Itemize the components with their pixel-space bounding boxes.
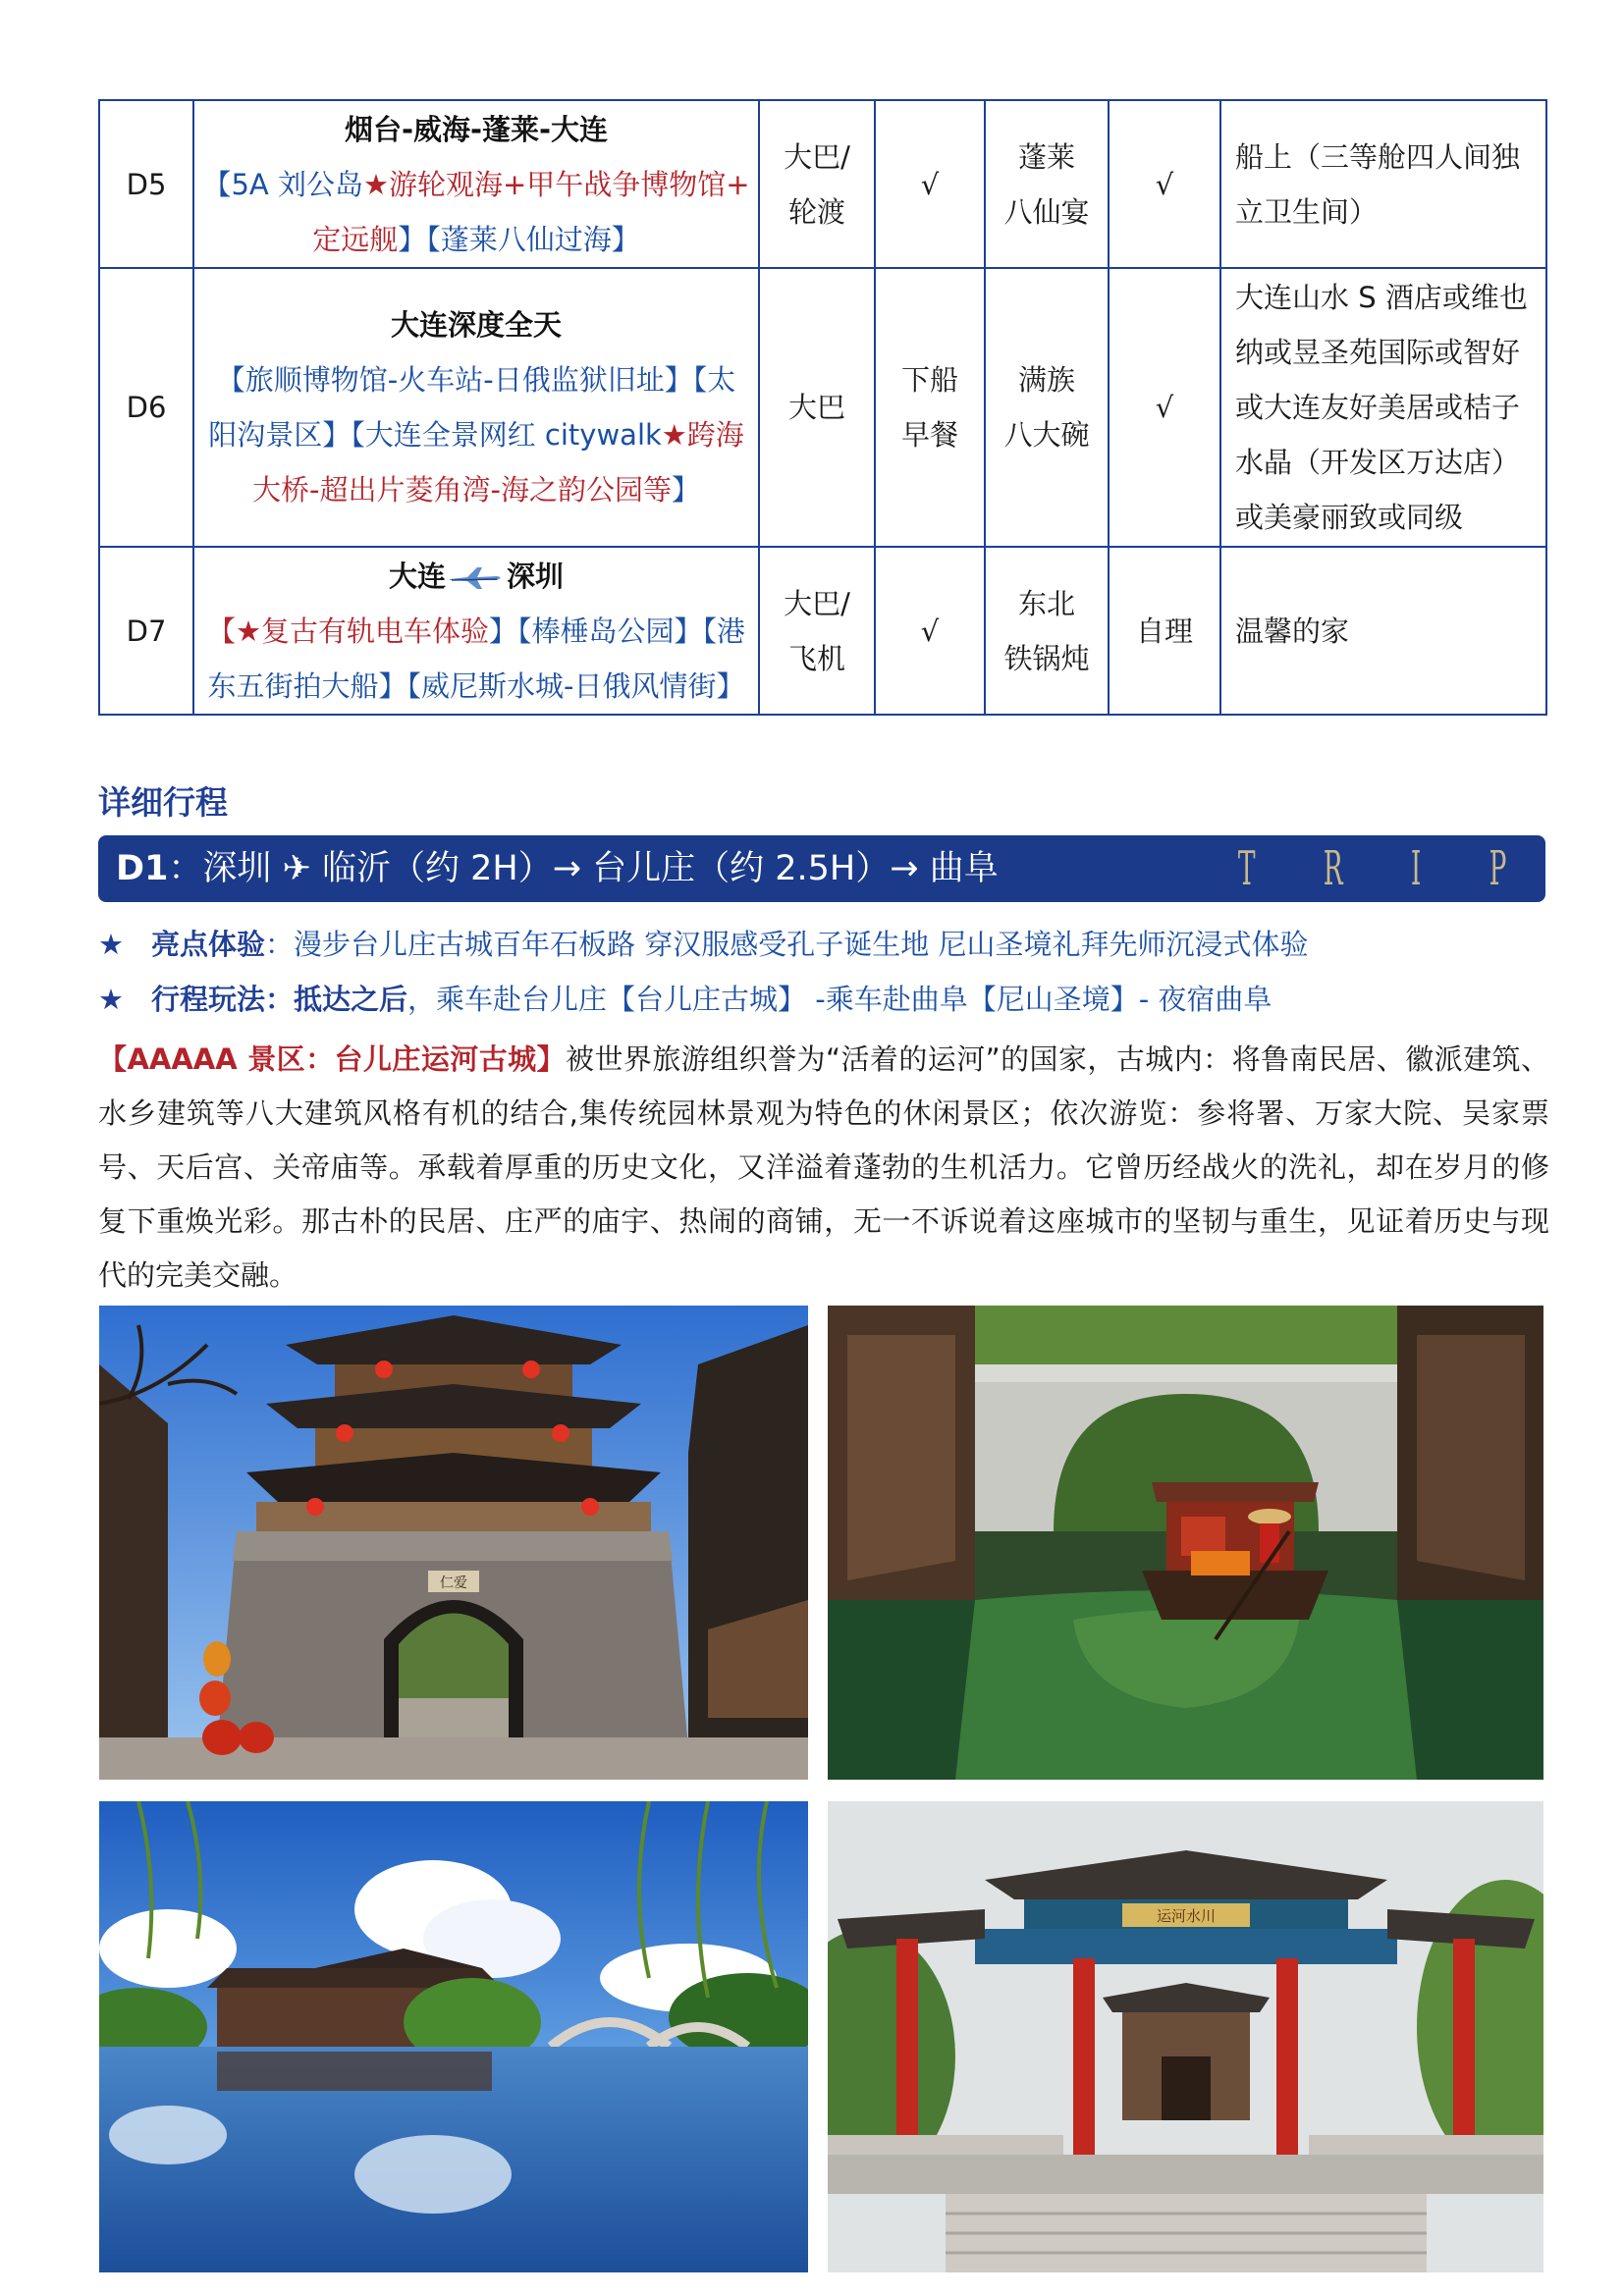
trip-letter: T <box>1237 841 1256 896</box>
route-part: 大桥-超出片菱角湾-海之韵公园等 <box>252 473 672 507</box>
attraction-body: 被世界旅游组织誉为“活着的运河”的国家，古城内：将鲁南民居、徽派建筑、水乡建筑等八大建筑风格有机的结合,集传统园林景观为特色的休闲景区；依次游览：参将署、万家大院、吴家票号、天后宫、关帝庙等。承载着厚重的历史文化，又洋溢着蓬勃的生机活力。它曾历经战火的洗礼，却在岁月的修复下重焕光彩。那古朴的民居、庄严的庙宇、热闹的商铺，无一不诉说着这座城市的坚韧与重生，见证着历史与现代的完美交融。 <box>98 1042 1549 1292</box>
day-route: ：深圳 ✈ 临沂（约 2H）→ 台儿庄（约 2.5H）→ 曲阜 <box>168 849 999 888</box>
breakfast-cell: √ <box>875 100 985 268</box>
itinerary-table <box>98 99 1547 716</box>
lunch-line: 八仙宴 <box>1003 194 1090 229</box>
transport-line: 轮渡 <box>787 194 845 229</box>
transport-line: 大巴/ <box>784 139 850 174</box>
route-title: 大连深度全天 <box>390 308 562 342</box>
route-part: 定远舰 <box>312 222 399 256</box>
tower-plaque-text: 仁爱 <box>440 1575 467 1591</box>
hotel-cell <box>1220 268 1546 547</box>
day-label: D1 <box>116 849 169 888</box>
trip-letter: P <box>1489 841 1506 896</box>
trip-letter: I <box>1410 841 1421 896</box>
hotel-line: 大连山水 S 酒店或维也 <box>1235 281 1528 314</box>
highlight-label: 行程玩法：抵达之后 <box>151 983 408 1016</box>
route-part: 【旅顺博物馆-火车站-日俄监狱旧址】【太 <box>216 363 736 397</box>
breakfast-cell: √ <box>875 547 985 715</box>
gate-plaque-text: 运河水川 <box>1156 1907 1217 1925</box>
day-cell: D6 <box>99 268 193 547</box>
day-cell: D5 <box>99 100 193 268</box>
hotel-line: 或美豪丽致或同级 <box>1235 501 1464 534</box>
section-title: 详细行程 <box>98 783 228 822</box>
highlight-text: ，乘车赴台儿庄【台儿庄古城】 -乘车赴曲阜【尼山圣境】- 夜宿曲阜 <box>407 983 1272 1016</box>
hotel-line: 水晶（开发区万达店） <box>1235 446 1521 479</box>
photo-lake-reflection <box>99 1801 808 2272</box>
table-row <box>99 547 1546 715</box>
star-icon: ★ <box>98 928 124 961</box>
breakfast-line: 下船 <box>900 363 958 397</box>
route-part: 】【棒棰岛公园】【港 <box>489 614 746 648</box>
plane-icon <box>448 565 505 591</box>
table-row <box>99 268 1546 547</box>
photo-tower-gate <box>99 1306 808 1780</box>
lunch-line: 蓬莱 <box>1017 139 1075 174</box>
hotel-line: 船上（三等舱四人间独 <box>1235 139 1521 174</box>
lunch-line: 铁锅炖 <box>1003 641 1090 675</box>
transport-line: 大巴/ <box>784 586 850 620</box>
dinner-cell: √ <box>1109 100 1220 268</box>
route-part: 东五街拍大船】【威尼斯水城-日俄风情街】 <box>207 668 745 703</box>
transport-cell <box>759 547 875 715</box>
route-part: ★游轮观海+甲午战争博物馆+ <box>362 167 750 201</box>
route-title-to: 深圳 <box>507 559 565 593</box>
trip-lettering <box>1237 835 1506 902</box>
route-part: 】【蓬莱八仙过海】 <box>398 222 640 256</box>
day-header-bar <box>98 835 1545 902</box>
hotel-line: 纳或昱圣苑国际或智好 <box>1235 336 1521 369</box>
hotel-cell <box>1220 100 1546 268</box>
star-icon: ★ <box>98 983 124 1016</box>
route-title-from: 大连 <box>388 559 446 593</box>
photo-canal-boat <box>828 1306 1543 1780</box>
lunch-cell <box>985 100 1109 268</box>
route-cell <box>193 547 759 715</box>
day-cell: D7 <box>99 547 193 715</box>
highlight-line <box>98 978 1272 1018</box>
hotel-line: 或大连友好美居或桔子 <box>1235 391 1521 424</box>
lunch-cell <box>985 268 1109 547</box>
route-part: 【5A 刘公岛 <box>202 167 363 201</box>
route-title: 烟台-威海-蓬莱-大连 <box>344 112 609 146</box>
route-cell <box>193 100 759 268</box>
route-part: 【 <box>206 614 236 648</box>
dinner-cell: 自理 <box>1109 547 1220 715</box>
highlight-label: 亮点体验 <box>151 928 266 961</box>
table-row <box>99 100 1546 268</box>
breakfast-cell <box>875 268 985 547</box>
route-title <box>200 549 752 604</box>
breakfast-line: 早餐 <box>900 418 958 452</box>
route-part: 】 <box>671 473 700 507</box>
transport-cell: 大巴 <box>759 268 875 547</box>
attraction-description <box>98 1033 1549 1303</box>
hotel-line: 立卫生间） <box>1235 194 1379 229</box>
highlight-text: ：漫步台儿庄古城百年石板路 穿汉服感受孔子诞生地 尼山圣境礼拜先师沉浸式体验 <box>265 928 1309 961</box>
route-part: 阳沟景区】【大连全景网红 citywalk <box>208 418 662 452</box>
transport-cell <box>759 100 875 268</box>
lunch-cell <box>985 547 1109 715</box>
route-part: ★复古有轨电车体验 <box>236 614 489 648</box>
hotel-cell: 温馨的家 <box>1220 547 1546 715</box>
route-cell <box>193 268 759 547</box>
trip-letter: R <box>1323 841 1343 896</box>
photo-ornate-gate <box>828 1801 1543 2272</box>
lunch-line: 八大碗 <box>1003 418 1090 452</box>
attraction-title: 【AAAAA 景区：台儿庄运河古城】 <box>98 1042 567 1076</box>
route-part: ★跨海 <box>661 418 744 452</box>
transport-line: 飞机 <box>787 641 845 675</box>
lunch-line: 满族 <box>1017 363 1075 397</box>
highlight-line <box>98 923 1308 963</box>
dinner-cell: √ <box>1109 268 1220 547</box>
lunch-line: 东北 <box>1017 586 1075 620</box>
